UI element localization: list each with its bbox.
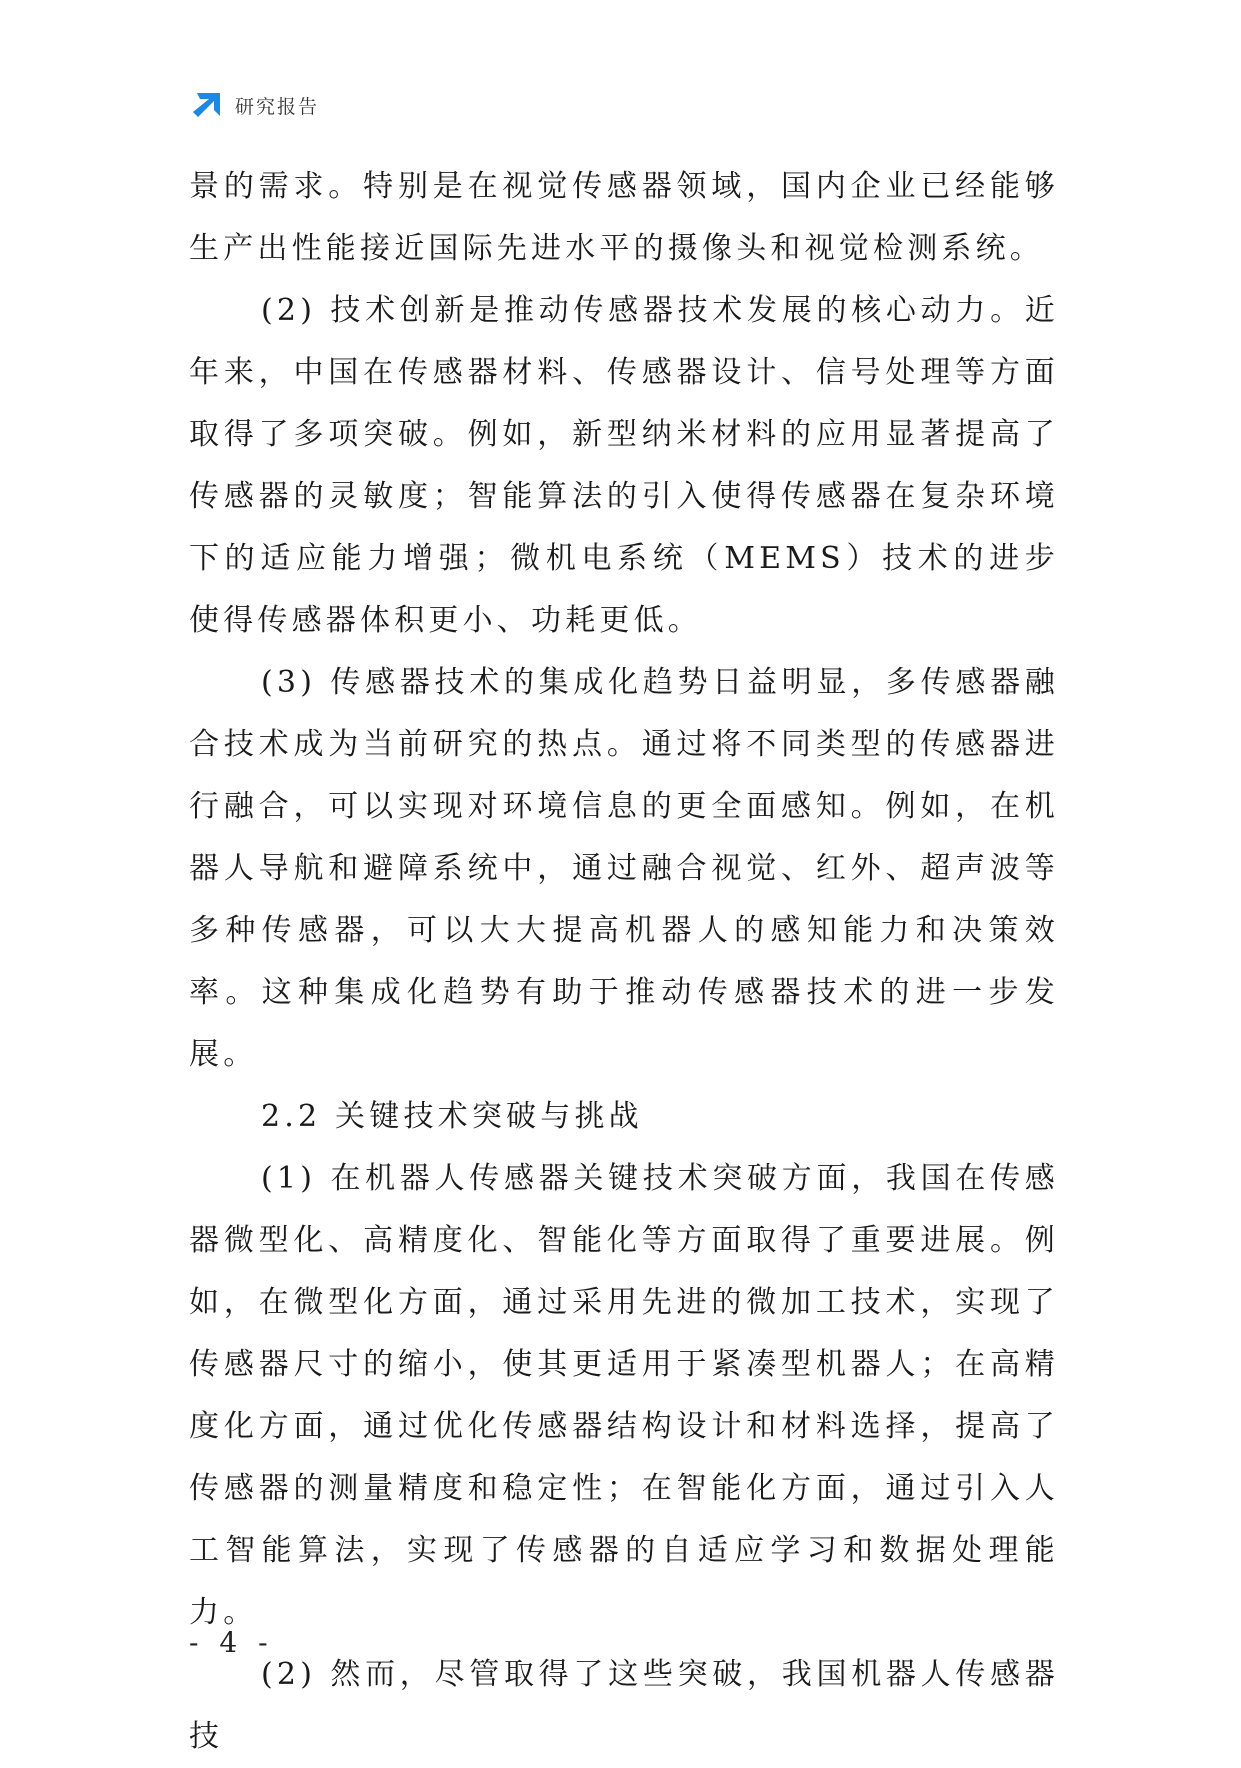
paragraph-2: (2) 技术创新是推动传感器技术发展的核心动力。近年来，中国在传感器材料、传感器设计、信号处理等方面取得了多项突破。例如，新型纳米材料的应用显著提高了传感器的灵敏度；智能算法的引入使得传感器在复杂环境下的适应能力增强；微机电系统（MEMS）技术的进步使得传感器体积更小、功耗更低。 (189, 293, 1059, 638)
report-header (189, 88, 319, 122)
header-title: 研究报告 (235, 95, 320, 118)
paragraph-section-1: (1) 在机器人传感器关键技术突破方面，我国在传感器微型化、高精度化、智能化等方面取得了重要进展。例如，在微型化方面，通过采用先进的微加工技术，实现了传感器尺寸的缩小，使其更适用于紧凑型机器人；在高精度化方面，通过优化传感器结构设计和材料选择，提高了传感器的测量精度和稳定性；在智能化方面，通过引入人工智能算法，实现了传感器的自适应学习和数据处理能力。 (189, 1161, 1059, 1630)
arrow-up-right-logo-icon (189, 88, 223, 122)
paragraph-continuation: 景的需求。特别是在视觉传感器领域，国内企业已经能够生产出性能接近国际先进水平的摄像头和视觉检测系统。 (189, 169, 1059, 266)
document-body (189, 156, 1059, 1768)
section-heading: 2.2 关键技术突破与挑战 (261, 1099, 643, 1134)
paragraph-section-2: (2) 然而，尽管取得了这些突破，我国机器人传感器技 (189, 1657, 1059, 1754)
paragraph-3: (3) 传感器技术的集成化趋势日益明显，多传感器融合技术成为当前研究的热点。通过将不同类型的传感器进行融合，可以实现对环境信息的更全面感知。例如，在机器人导航和避障系统中，通过融合视觉、红外、超声波等多种传感器，可以大大提高机器人的感知能力和决策效率。这种集成化趋势有助于推动传感器技术的进一步发展。 (189, 665, 1059, 1072)
page-number: - 4 - (189, 1626, 274, 1659)
